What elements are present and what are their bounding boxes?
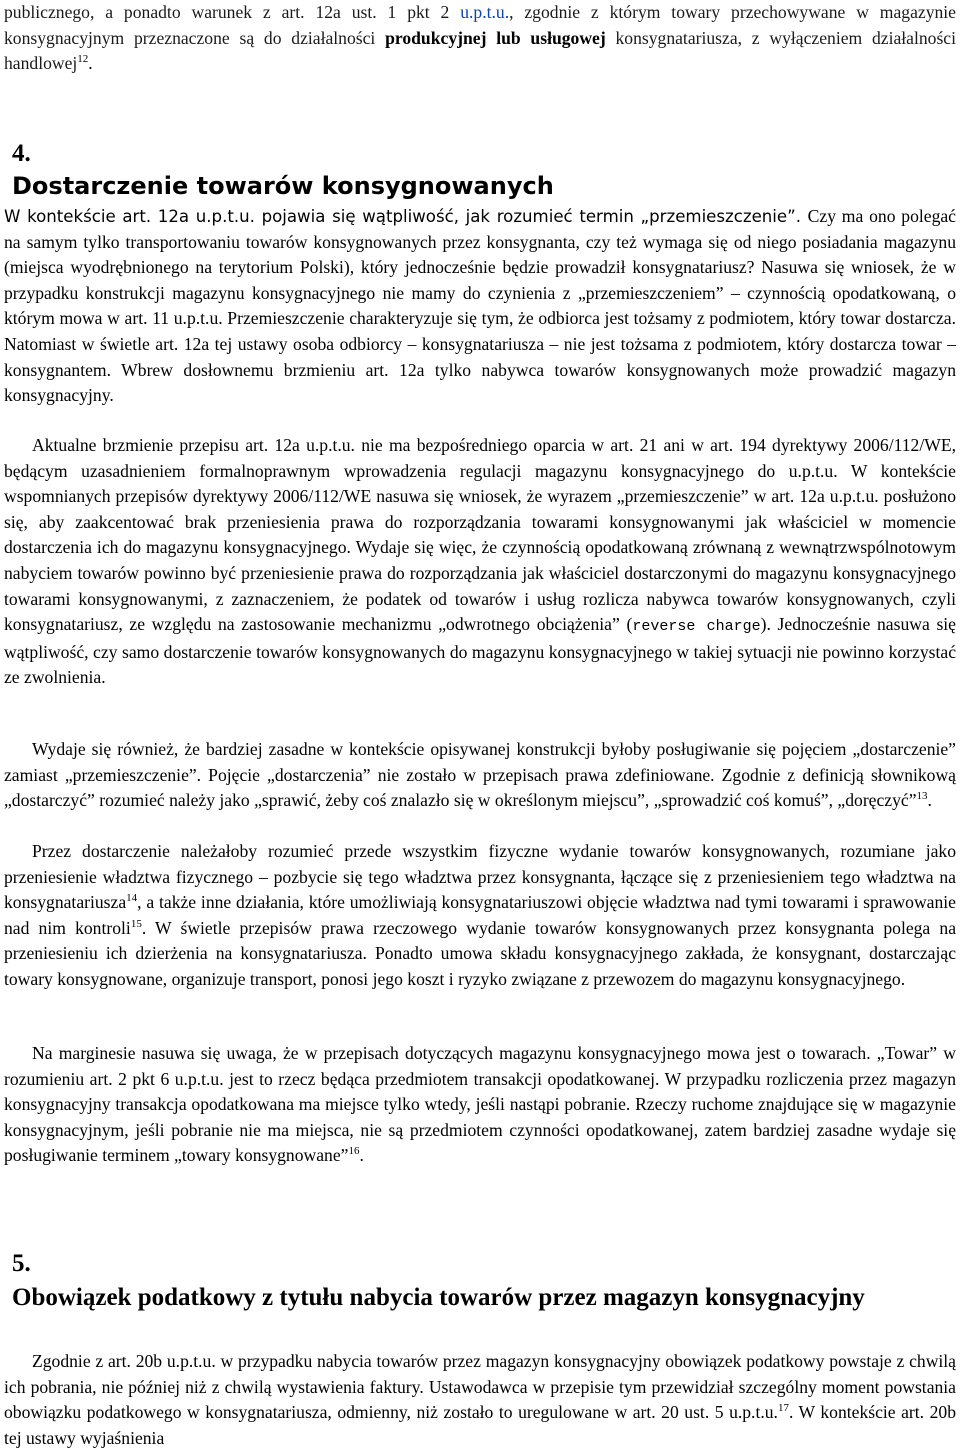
paragraph <box>4 204 956 409</box>
paragraph-text: Wydaje się również, że bardziej zasadne w kontekście opisywanej konstrukcji byłoby posługiwanie się pojęciem „dostarczenie” zamiast „przemieszczenie”. Pojęcie „dostarczenia” nie zostało w przepisach prawa zdefiniowane. Zgodnie z definicją słownikową „dostarczyć” rozumieć należy jako „sprawić, żeby coś znalazło się w określonym miejscu”, „sprowadzić coś komuś”, „doręczyć” <box>4 739 956 811</box>
paragraph-text: Na marginesie nasuwa się uwaga, że w przepisach dotyczących magazynu konsygnacyjnego mowa jest o towarach. „Towar” w rozumieniu art. 2 pkt 6 u.p.t.u. jest to rzecz będąca przedmiotem transakcji opodatkowanej. W przypadku rozliczenia przez magazyn konsygnacyjny transakcja opodatkowana ma miejsce tylko wtedy, jeśli nastąpi pobranie. Rzeczy ruchome znajdujące się w magazynie konsygnacyjnym, jeśli pobranie nie ma miejsca, nie są przedmiotem czynności opodatkowanej, zatem bardziej zasadne wydaje się posługiwanie terminem „towary konsygnowane” <box>4 1043 956 1166</box>
paragraph-text: . W świetle przepisów prawa rzeczowego wydanie towarów konsygnowanych przez konsygnanta polega na przeniesieniu ich dzierżenia na konsygnatariusza. Ponadto umowa składu konsygnacyjnego zakłada, że konsygnant, dostarczając towary konsygnowane, organizuje transport, ponosi jego koszt i ryzyko związane z przewozem do magazynu konsygnacyjnego. <box>4 917 957 989</box>
footnote-ref[interactable]: 16 <box>348 1145 360 1158</box>
paragraph-text: . <box>359 1145 364 1166</box>
paragraph <box>4 839 956 993</box>
paragraph-text: . <box>927 790 932 811</box>
paragraph-text: Przez dostarczenie należałoby rozumieć przede wszystkim fizyczne wydanie towarów konsygnowanych, rozumiane jako przeniesienie władztwa fizycznego – pozbycie się tego władztwa przez konsygnanta, łączące się z przeniesieniem tego władztwa na konsygnatariusza <box>4 841 956 913</box>
section-heading: Dostarczenie towarów konsygnowanych <box>12 172 554 200</box>
intro-text: konsygnatariusza, z wyłączeniem działalności handlowej <box>4 27 957 74</box>
paragraph-text: W kontekście art. 12a u.p.t.u. pojawia się wątpliwość, jak rozumieć termin „przemieszczenie”. <box>4 207 808 226</box>
footnote-ref[interactable]: 15 <box>130 917 142 930</box>
paragraph-text: ). Jednocześnie nasuwa się wątpliwość, czy samo dostarczenie towarów konsygnowanych do magazynu konsygnacyjnego w takiej sytuacji nie powinno korzystać ze zwolnienia. <box>4 614 956 688</box>
intro-text: . <box>88 53 93 74</box>
paragraph <box>4 1041 956 1169</box>
footnote-ref[interactable]: 12 <box>77 53 89 66</box>
paragraph-text: Aktualne brzmienie przepisu art. 12a u.p.t.u. nie ma bezpośredniego oparcia w art. 21 ani w art. 194 dyrektywy 2006/112/WE, będącym uzasadnieniem formalnoprawnym wprowadzenia regulacji magazynu konsygnacyjnego do u.p.t.u. W kontekście wspomnianych przepisów dyrektywy 2006/112/WE nasuwa się wniosek, że wyrazem „przemieszczenie” w art. 12a u.p.t.u. posłużono się, aby zaakcentować brak przeniesienia prawa do rozporządzania towarami konsygnowanymi jak właściciel w momencie dostarczenia ich do magazynu konsygnacyjnego. Wydaje się więc, że czynnością opodatkowaną zrównaną z wewnątrzwspólnotowym nabyciem towarów powinno być przeniesienie prawa do rozporządzania jak właściciel dostarczonymi do magazynu konsygnacyjnego towarami konsygnowanymi, z zaznaczeniem, że podatek od towarów i usług rozlicza nabywca towarów konsygnowanych, czyli konsygnatariusz, ze względu na zastosowanie mechanizmu „odwrotnego obciążenia” ( <box>4 435 956 635</box>
section-heading: Obowiązek podatkowy z tytułu nabycia towarów przez magazyn konsygnacyjny <box>12 1284 865 1311</box>
paragraph-text: reverse charge <box>632 618 761 636</box>
paragraph-text: Zgodnie z art. 20b u.p.t.u. w przypadku nabycia towarów przez magazyn konsygnacyjny obowiązek podatkowy powstaje z chwilą ich pobrania, nie później niż z chwilą wystawienia faktury. Ustawodawca w przepisie tym przewidział szczególny moment powstania obowiązku podatkowego w konsygnatariusza, odmienny, niż zostało to uregulowane w art. 20 ust. 5 u.p.t.u. <box>4 1351 956 1423</box>
intro-text: publicznego, a ponadto warunek z art. 12a ust. 1 pkt 2 <box>4 2 461 22</box>
footnote-ref[interactable]: 17 <box>777 1402 789 1415</box>
paragraph-text: Czy ma ono polegać na samym tylko transportowaniu towarów konsygnowanych przez konsygnanta, czy też wymaga się od niego posiadania magazynu (miejsca wyodrębnionego na terytorium Polski), który jednocześnie będzie prowadził konsygnatariusz? Nasuwa się wniosek, że w przypadku konstrukcji magazynu konsygnacyjnego nie mamy do czynienia z „przemieszczeniem” – czynnością opodatkowaną, o którym mowa w art. 11 u.p.t.u. Przemieszczenie charakteryzuje się tym, że odbiorca jest tożsamy z podmiotem, który towar dostarcza. Natomiast w świetle art. 12a tej ustawy osoba odbiorcy – konsygnatariusza – nie jest tożsama z podmiotem, który dostarcza towar – konsygnantem. Wbrew dosłownemu brzmieniu art. 12a tylko nabywca towarów konsygnowanych może prowadzić magazyn konsygnacyjny. <box>4 206 956 406</box>
paragraph <box>4 433 956 691</box>
paragraph-text: , a także inne działania, które umożliwiają konsygnatariuszowi objęcie władztwa nad tymi towarami i sprawowanie nad nim kontroli <box>4 892 956 938</box>
paragraph <box>4 1349 956 1451</box>
footnote-ref[interactable]: 13 <box>916 790 928 803</box>
paragraph-text: . W kontekście art. 20b tej ustawy wyjaśnienia <box>4 1402 956 1448</box>
section-number: 4. <box>12 140 31 167</box>
intro-bold-text: produkcyjnej lub usługowej <box>385 27 606 48</box>
intro-text: , zgodnie z którym towary przechowywane w magazynie konsygnacyjnym przeznaczone są do działalności <box>4 2 956 48</box>
intro-paragraph <box>4 0 956 77</box>
paragraph <box>4 737 956 814</box>
section-number: 5. <box>12 1250 31 1277</box>
intro-link[interactable]: u.p.t.u. <box>460 2 510 22</box>
footnote-ref[interactable]: 14 <box>126 892 138 905</box>
